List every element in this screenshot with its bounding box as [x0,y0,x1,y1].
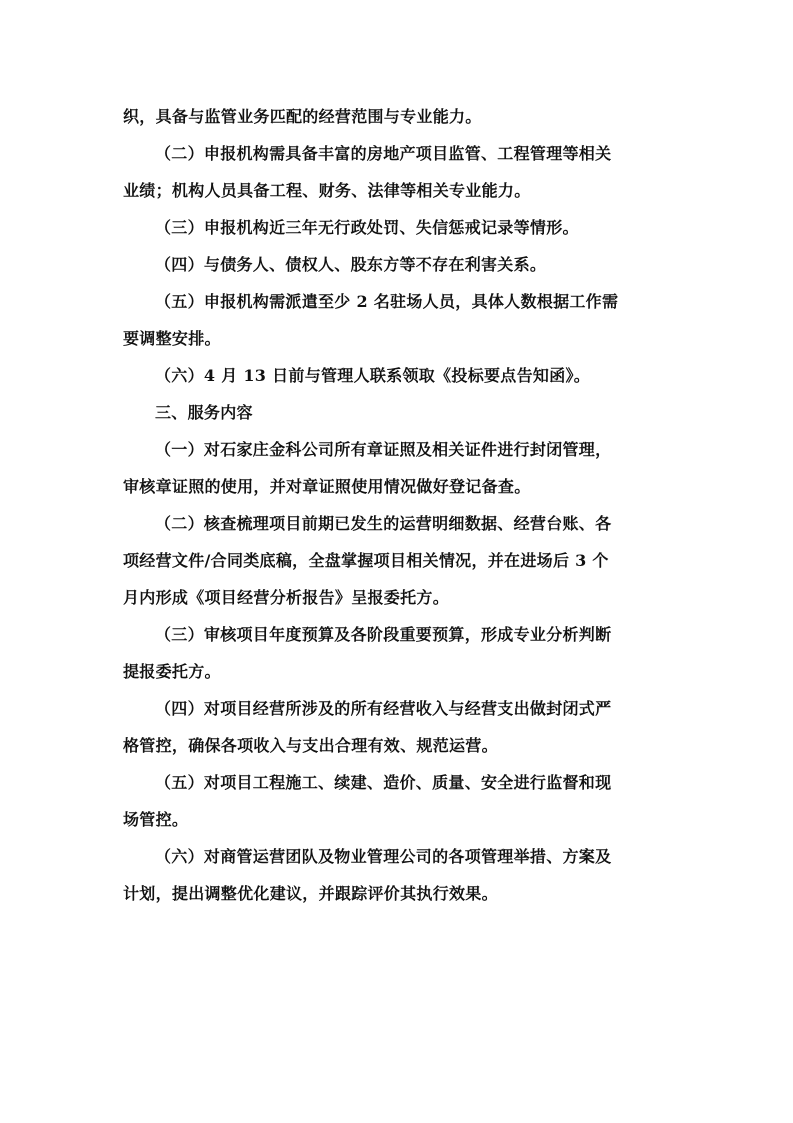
text-line-10: （一）对石家庄金科公司所有章证照及相关证件进行封闭管理， [155,440,612,459]
section-heading: 三、服务内容 [155,403,253,422]
text-line-12: （二）核查梳理项目前期已发生的运营明细数据、经营台账、各 [155,514,612,533]
text-line-14: 月内形成《项目经营分析报告》呈报委托方。 [123,588,450,607]
text-line-18: 格管控，确保各项收入与支出合理有效、规范运营。 [123,736,498,755]
text-line-17: （四）对项目经营所涉及的所有经营收入与经营支出做封闭式严 [155,699,612,718]
text-line-7: 要调整安排。 [123,329,221,348]
text-line-20: 场管控。 [123,810,189,829]
text-line-8: （六）4 月 13 日前与管理人联系领取《投标要点告知函》。 [155,366,591,385]
text-line-13: 项经营文件/合同类底稿，全盘掌握项目相关情况，并在进场后 3 个 [123,551,609,570]
document-body [123,98,671,912]
text-line-11: 审核章证照的使用，并对章证照使用情况做好登记备查。 [123,477,531,496]
text-line-15: （三）审核项目年度预算及各阶段重要预算，形成专业分析判断 [155,625,612,644]
text-line-3: 业绩；机构人员具备工程、财务、法律等相关专业能力。 [123,181,531,200]
text-line-19: （五）对项目工程施工、续建、造价、质量、安全进行监督和现 [155,773,612,792]
text-line-6: （五）申报机构需派遣至少 2 名驻场人员，具体人数根据工作需 [155,292,619,311]
text-line-1: 织，具备与监管业务匹配的经营范围与专业能力。 [123,107,482,126]
text-line-2: （二）申报机构需具备丰富的房地产项目监管、工程管理等相关 [155,144,612,163]
text-line-4: （三）申报机构近三年无行政处罚、失信惩戒记录等情形。 [155,218,579,237]
text-line-5: （四）与债务人、债权人、股东方等不存在利害关系。 [155,255,547,274]
text-line-22: 计划，提出调整优化建议，并跟踪评价其执行效果。 [123,884,498,903]
text-line-16: 提报委托方。 [123,662,221,681]
text-line-21: （六）对商管运营团队及物业管理公司的各项管理举措、方案及 [155,847,612,866]
